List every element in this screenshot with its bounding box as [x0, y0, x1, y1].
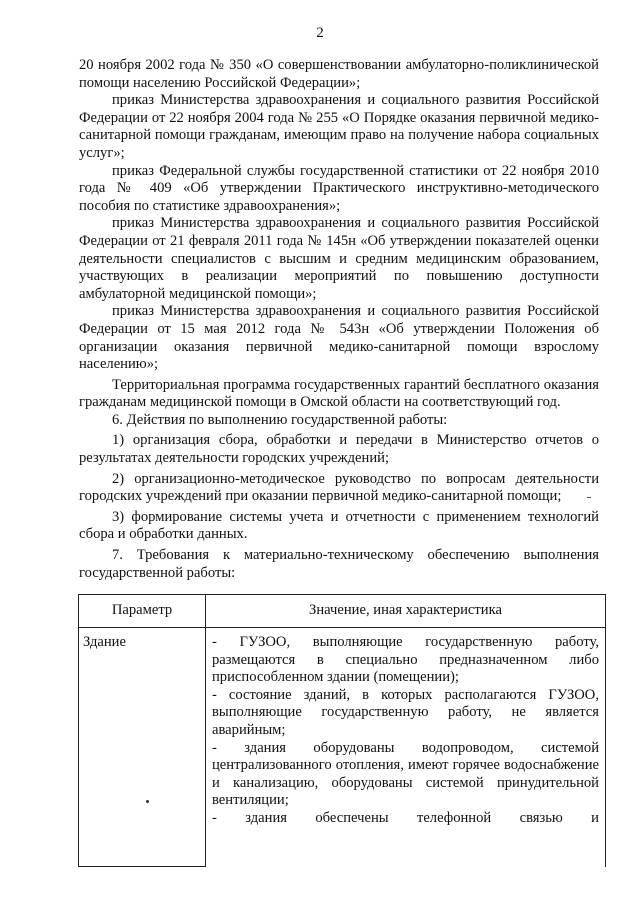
paragraph-order-350: 20 ноября 2002 года № 350 «О совершенствовании амбулаторно-поликлинической помощи населению Российской Федерации»; — [79, 57, 599, 91]
paragraph-order-255: приказ Министерства здравоохранения и социального развития Российской Федерации от 22 ноября 2004 года № 255 «О Порядке оказания первичной медико-санитарной помощи гражданам, имеющим право на получение набора социальных услуг»; — [79, 92, 599, 161]
page-number: 2 — [316, 25, 324, 41]
paragraph-order-409: приказ Федеральной службы государственной статистики от 22 ноября 2010 года № 409 «Об утверждении Практического инструктивно-методического пособия по статистике здравоохранения»; — [79, 162, 599, 214]
table-header-parameter: Параметр — [79, 595, 206, 628]
paragraph-order-543n: приказ Министерства здравоохранения и социального развития Российской Федерации от 15 мая 2012 года № 543н «Об утверждении Положения об организации оказания первичной медико-санитарной помощи взрослому населению»; — [79, 303, 599, 373]
document-body — [79, 57, 599, 582]
scan-speck — [146, 800, 149, 803]
table-cell-values — [206, 628, 606, 867]
requirement-item: - здания оборудованы водопроводом, системой централизованного отопления, имеют горячее водоснабжение и канализацию, оборудованы системой принудительной вентиляции; — [212, 739, 599, 809]
requirement-item: - здания обеспечены телефонной связью и — [212, 809, 599, 826]
table-header-value: Значение, иная характеристика — [206, 595, 606, 628]
paragraph-order-145n: приказ Министерства здравоохранения и социального развития Российской Федерации от 21 февраля 2011 года № 145н «Об утверждении показателей оценки деятельности специалистов с высшим и средним медицинским образованием, участвующих в реализации мероприятий по повышению доступности амбулаторной медицинской помощи»; — [79, 215, 599, 302]
requirement-item: - ГУЗОО, выполняющие государственную работу, размещаются в специально предназначенном либо приспособленном здании (помещении); — [212, 634, 599, 686]
action-item-1: 1) организация сбора, обработки и передачи в Министерство отчетов о результатах деятельности городских учреждений; — [79, 432, 599, 467]
table-row — [79, 628, 606, 867]
section-7-heading: 7. Требования к материально-техническому обеспечению выполнения государственной работы: — [79, 547, 599, 581]
action-item-2: 2) организационно-методическое руководство по вопросам деятельности городских учреждений при оказании первичной медико-санитарной помощи; — [79, 470, 599, 505]
table-header-row — [79, 595, 606, 628]
requirements-table — [78, 594, 606, 867]
action-item-3: 3) формирование системы учета и отчетности с применением технологий сбора и обработки данных. — [79, 508, 599, 543]
table-cell-parameter: Здание — [79, 628, 206, 867]
scan-speck — [587, 497, 591, 498]
section-6-heading: 6. Действия по выполнению государственной работы: — [112, 411, 448, 428]
paragraph-territorial-program: Территориальная программа государственных гарантий бесплатного оказания гражданам медицинской помощи в Омской области на соответствующий год. — [79, 376, 599, 411]
requirement-item: - состояние зданий, в которых располагаются ГУЗОО, выполняющие государственную работу, не является аварийным; — [212, 686, 599, 738]
